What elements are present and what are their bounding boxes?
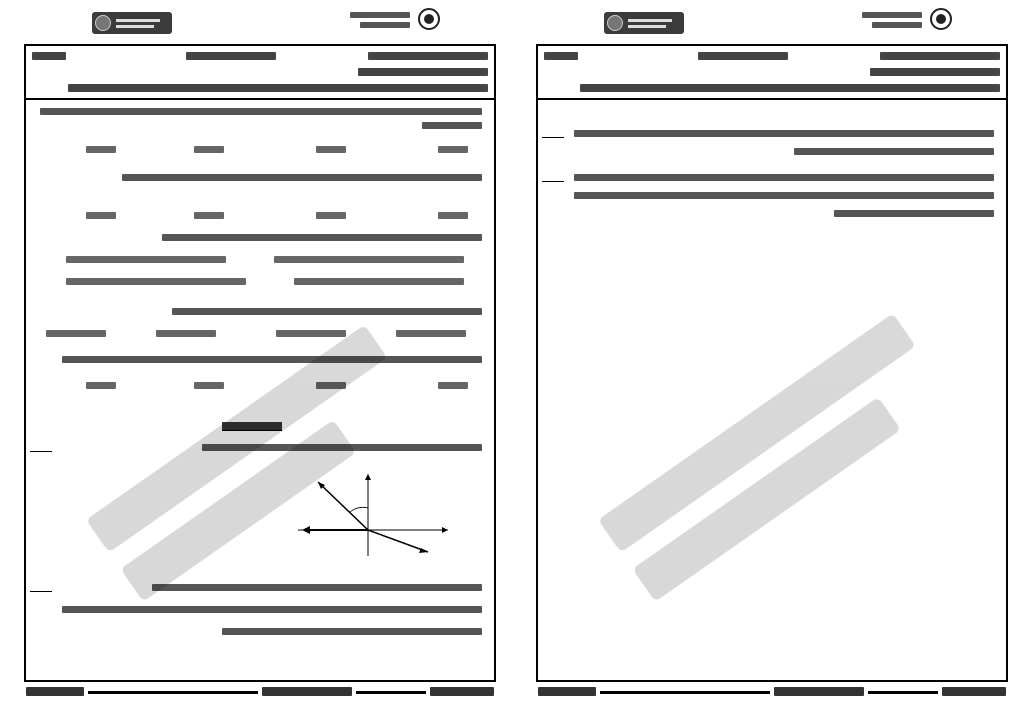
term-label [774, 687, 864, 696]
question-17 [122, 174, 482, 181]
score-label [30, 444, 52, 452]
watermark [598, 302, 978, 618]
page-footer [24, 686, 496, 698]
force-diagram [288, 468, 468, 558]
questions-area [24, 98, 496, 682]
score-label [542, 130, 564, 138]
question-16 [40, 108, 482, 115]
page-header [536, 4, 1008, 40]
university-seal-icon [928, 6, 954, 32]
page-number [538, 687, 596, 696]
serial-number [430, 687, 494, 696]
term-label [262, 687, 352, 696]
serial-number [942, 687, 1006, 696]
question-essay-1 [202, 444, 482, 451]
questions-area [536, 98, 1008, 682]
site-logo [604, 12, 684, 34]
exam-info-box [24, 44, 496, 98]
question-19 [172, 308, 482, 315]
page-number [26, 687, 84, 696]
logo-badge-icon [607, 15, 623, 31]
watermark [86, 302, 466, 618]
exam-info-box [536, 44, 1008, 98]
question-essay-4 [574, 174, 994, 181]
question-20 [62, 356, 482, 363]
question-essay-2 [152, 584, 482, 591]
exam-page-right [536, 4, 1008, 706]
university-name [350, 12, 410, 28]
level-label [758, 14, 808, 24]
page-header [24, 4, 496, 40]
section-title [222, 422, 282, 431]
logo-badge-icon [95, 15, 111, 31]
level-label [246, 14, 296, 24]
page-footer [536, 686, 1008, 698]
question-18 [162, 234, 482, 241]
university-name [862, 12, 922, 28]
question-essay-3 [574, 130, 994, 137]
exam-page-left [24, 4, 496, 706]
university-seal-icon [416, 6, 442, 32]
site-logo [92, 12, 172, 34]
